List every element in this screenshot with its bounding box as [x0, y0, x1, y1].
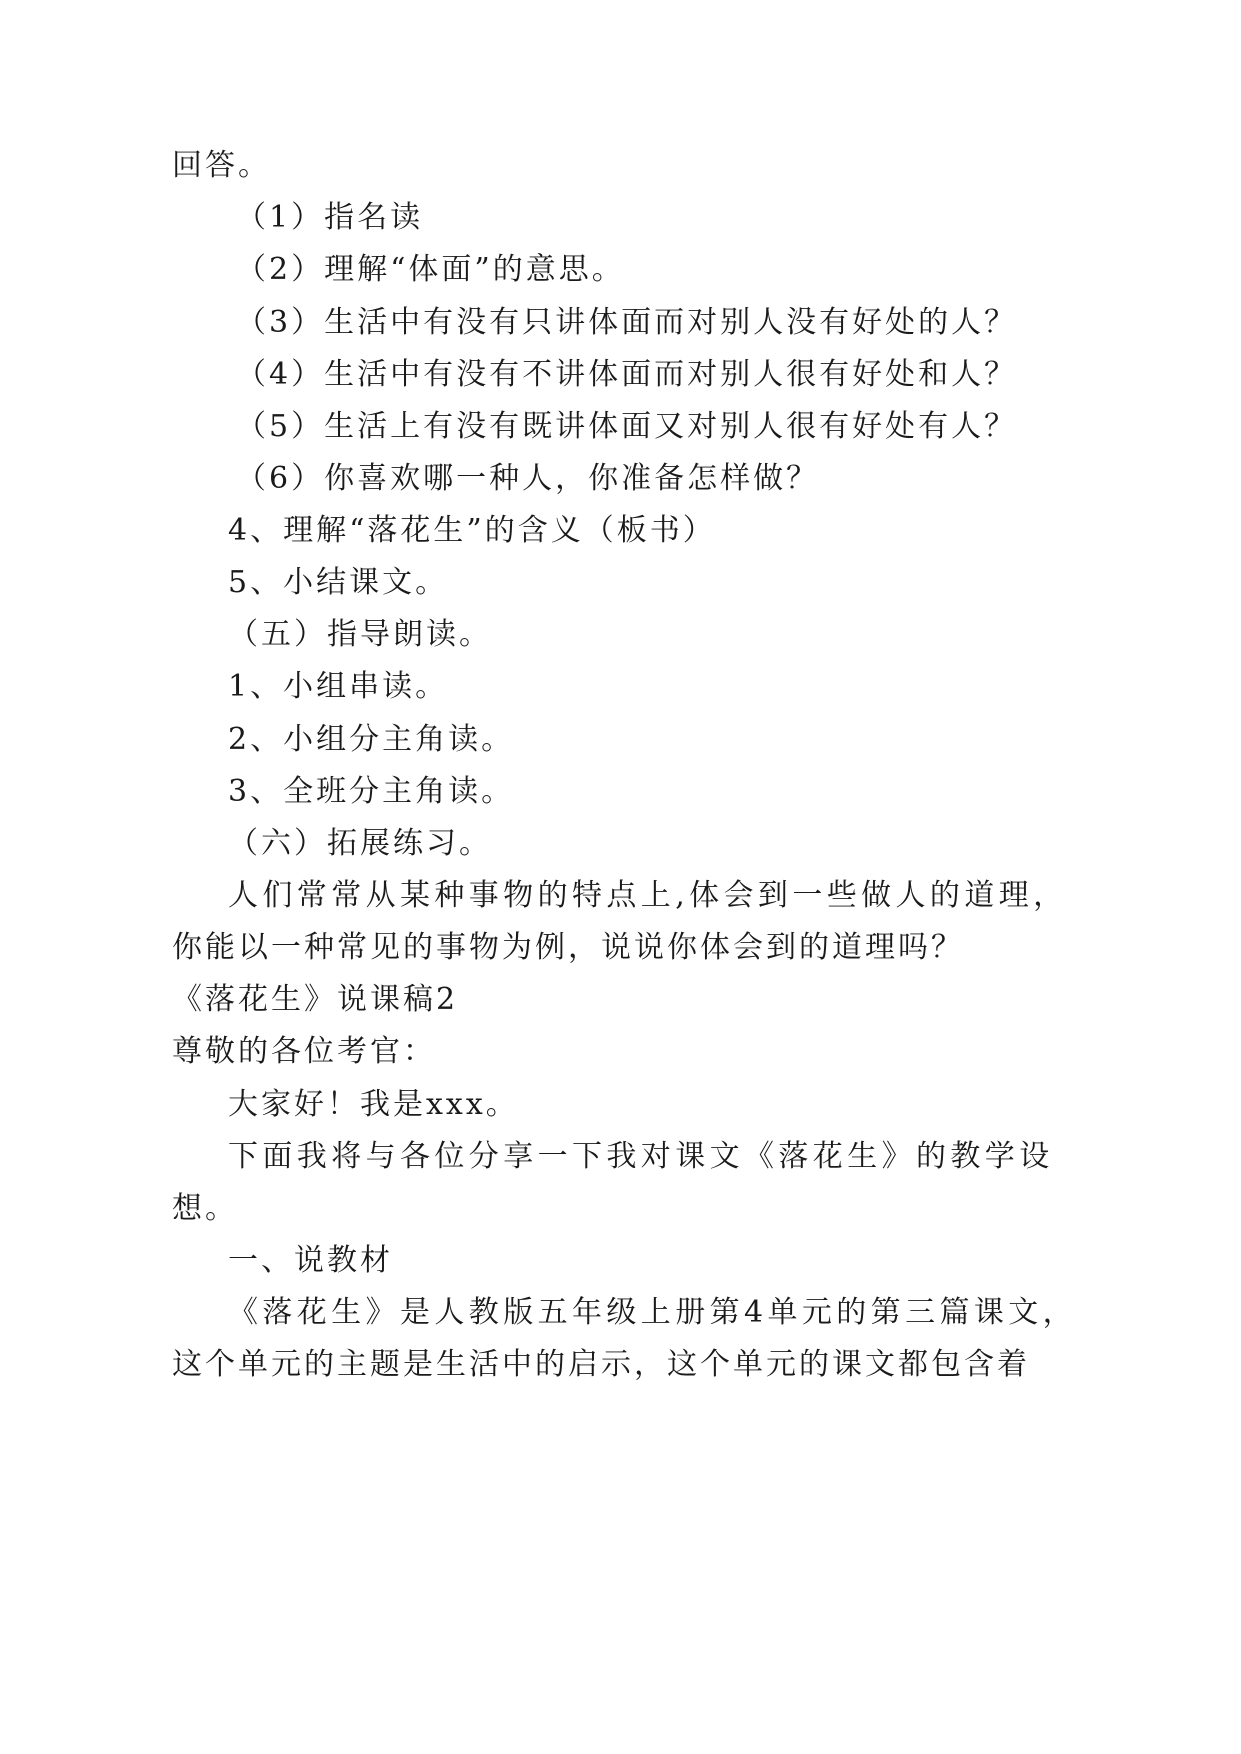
- text-line: 3、全班分主角读。: [228, 774, 515, 809]
- text-line: 下面我将与各位分享一下我对课文《落花生》的教学设: [228, 1139, 1054, 1174]
- text-line: 2、小组分主角读。: [228, 722, 515, 757]
- text-line: 《落花生》是人教版五年级上册第4单元的第三篇课文，: [228, 1295, 1078, 1330]
- section-heading: （五）指导朗读。: [228, 617, 492, 652]
- salutation: 尊敬的各位考官：: [172, 1034, 436, 1069]
- text-line: 你能以一种常见的事物为例，说说你体会到的道理吗？: [172, 930, 964, 965]
- text-line: （4）生活中有没有不讲体面而对别人很有好处和人？: [236, 357, 1018, 392]
- text-line: （1）指名读: [236, 200, 424, 235]
- text-line: （3）生活中有没有只讲体面而对别人没有好处的人？: [236, 305, 1018, 340]
- text-line: 4、理解“落花生”的含义（板书）: [228, 513, 716, 548]
- text-line: 人们常常从某种事物的特点上,体会到一些做人的道理，: [228, 878, 1068, 913]
- text-line: 这个单元的主题是生活中的启示，这个单元的课文都包含着: [172, 1347, 1030, 1382]
- text-line: （2）理解“体面”的意思。: [236, 252, 625, 287]
- section-heading: （六）拓展练习。: [228, 826, 492, 861]
- text-line: 大家好！我是xxx。: [228, 1087, 519, 1122]
- text-line: 1、小组串读。: [228, 669, 449, 704]
- text-line: （5）生活上有没有既讲体面又对别人很有好处有人？: [236, 409, 1018, 444]
- text-line: 想。: [172, 1191, 238, 1226]
- text-line: 5、小结课文。: [228, 565, 449, 600]
- text-line: （6）你喜欢哪一种人，你准备怎样做？: [236, 461, 820, 496]
- document-title: 《落花生》说课稿2: [172, 982, 459, 1017]
- section-heading: 一、说教材: [228, 1243, 393, 1278]
- text-line: 回答。: [172, 148, 271, 183]
